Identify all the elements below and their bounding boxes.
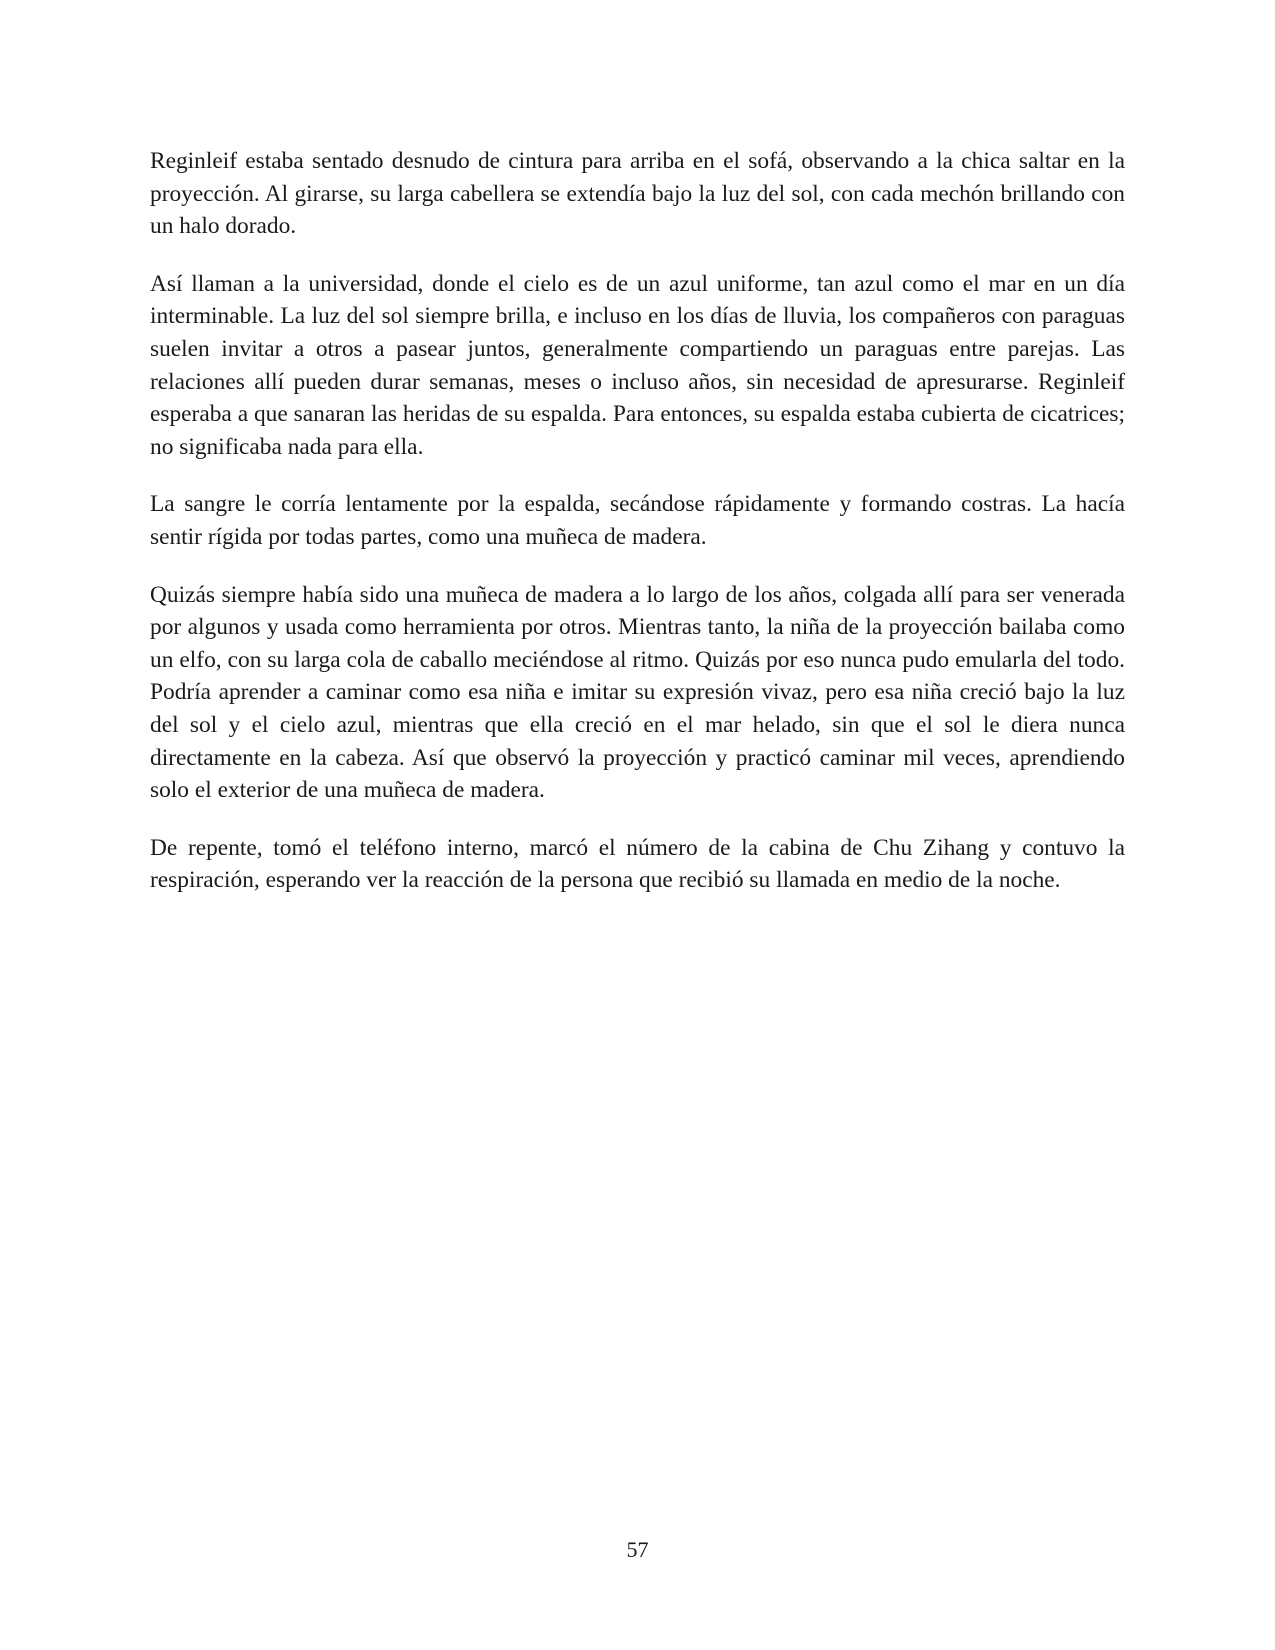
paragraph-3: La sangre le corría lentamente por la espalda, secándose rápidamente y formando costras. La hacía sentir rígida por todas partes, como una muñeca de madera. xyxy=(150,491,1125,550)
paragraph-1: Reginleif estaba sentado desnudo de cintura para arriba en el sofá, observando a la chica saltar en la proyección. Al girarse, su larga cabellera se extendía bajo la luz del sol, con cada mechón brillando con un halo dorado. xyxy=(150,148,1125,240)
body-text xyxy=(150,145,1125,922)
page-number: 57 xyxy=(626,1537,649,1562)
paragraph-4: Quizás siempre había sido una muñeca de madera a lo largo de los años, colgada allí para ser venerada por algunos y usada como herramienta por otros. Mientras tanto, la niña de la proyección bailaba como un elfo, con su larga cola de caballo meciéndose al ritmo. Quizás por eso nunca pudo emularla del todo. Podría aprender a caminar como esa niña e imitar su expresión vivaz, pero esa niña creció bajo la luz del sol y el cielo azul, mientras que ella creció en el mar helado, sin que el sol le diera nunca directamente en la cabeza. Así que observó la proyección y practicó caminar mil veces, aprendiendo solo el exterior de una muñeca de madera. xyxy=(150,581,1125,804)
paragraph-2: Así llaman a la universidad, donde el cielo es de un azul uniforme, tan azul como el mar en un día interminable. La luz del sol siempre brilla, e incluso en los días de lluvia, los compañeros con paraguas suelen invitar a otros a pasear juntos, generalmente compartiendo un paraguas entre parejas. Las relaciones allí pueden durar semanas, meses o incluso años, sin necesidad de apresurarse. Reginleif esperaba a que sanaran las heridas de su espalda. Para entonces, su espalda estaba cubierta de cicatrices; no significaba nada para ella. xyxy=(150,270,1125,460)
paragraph-5: De repente, tomó el teléfono interno, marcó el número de la cabina de Chu Zihang y contuvo la respiración, esperando ver la reacción de la persona que recibió su llamada en medio de la noche. xyxy=(150,834,1125,894)
